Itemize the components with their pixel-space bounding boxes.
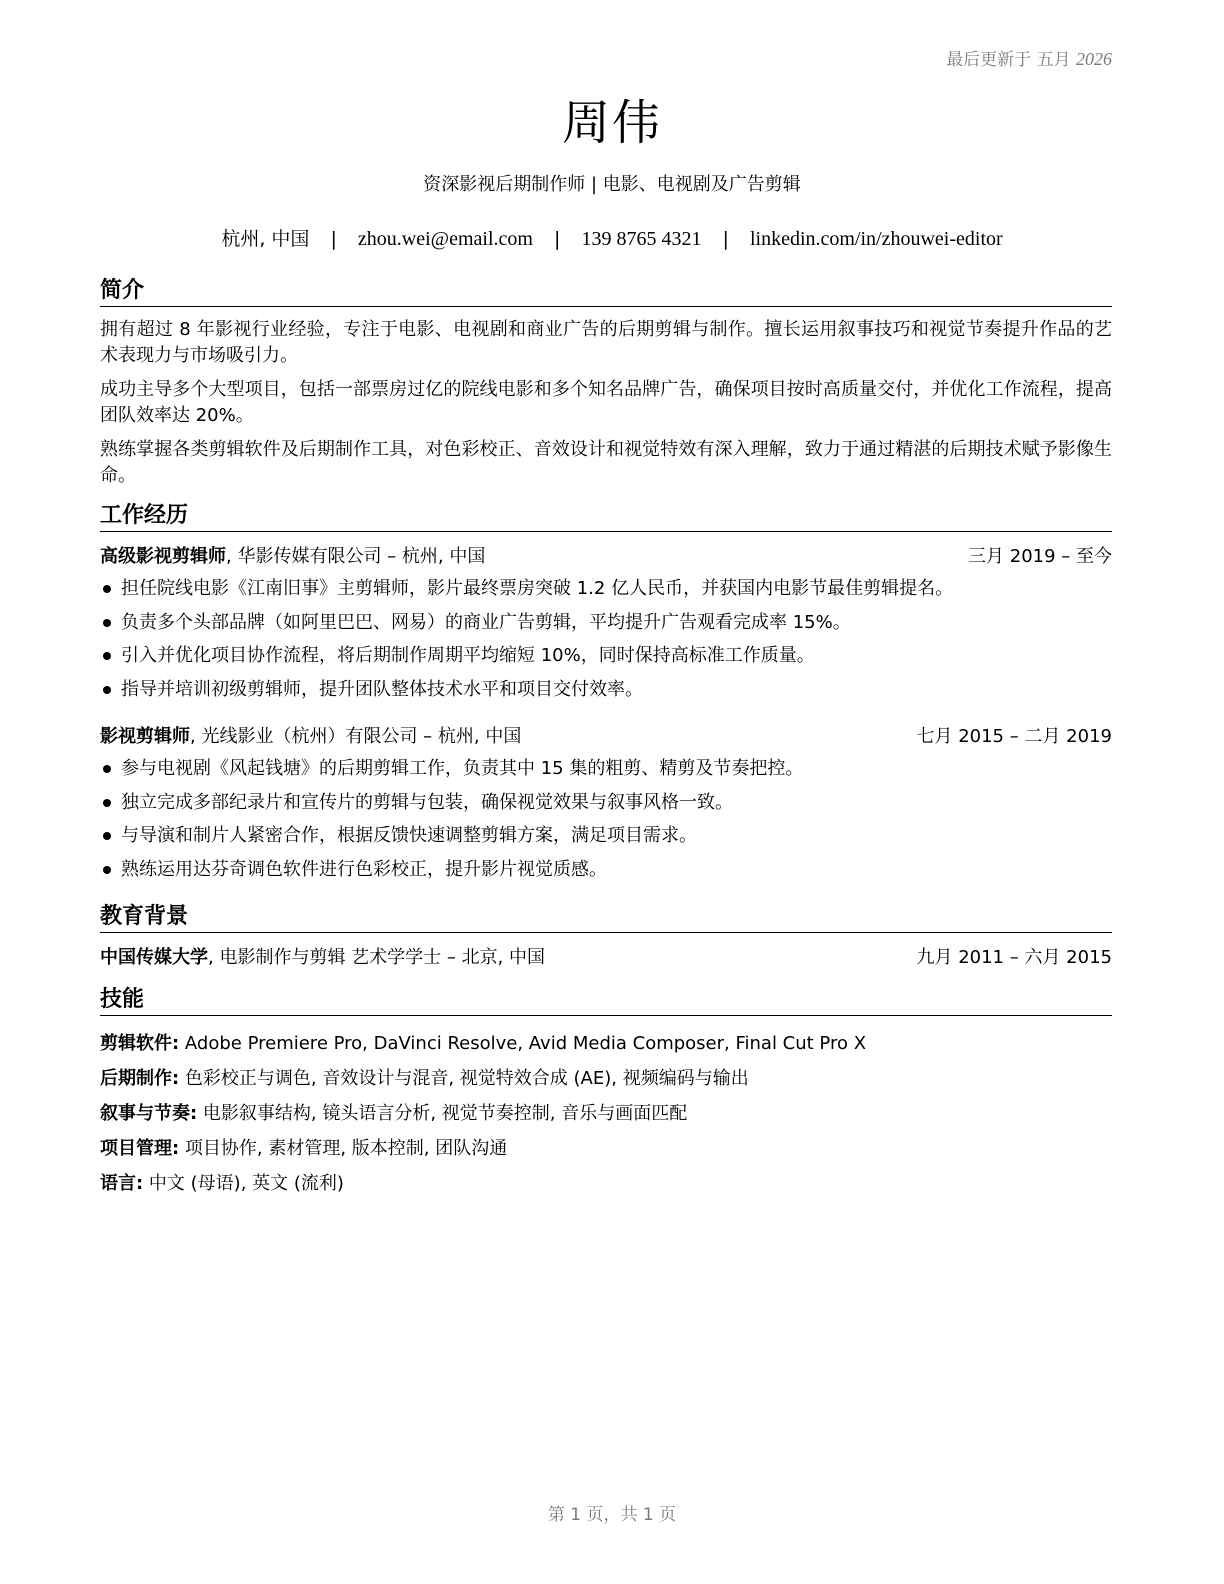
contact-location: 杭州, 中国 bbox=[221, 228, 310, 250]
bullet-dot-icon bbox=[103, 832, 111, 840]
bullet-dot-icon bbox=[103, 652, 111, 660]
skill-row bbox=[100, 1061, 1112, 1096]
job-bullets bbox=[100, 572, 1112, 706]
job-bullet bbox=[100, 752, 1112, 786]
job-bullet bbox=[100, 853, 1112, 887]
bullet-dot-icon bbox=[103, 799, 111, 807]
summary-paragraph: 拥有超过 8 年影视行业经验，专注于电影、电视剧和商业广告的后期剪辑与制作。擅长运用叙事技巧和视觉节奏提升作品的艺术表现力与市场吸引力。 bbox=[100, 319, 1112, 366]
skill-category: 后期制作: bbox=[100, 1068, 180, 1089]
skill-category: 剪辑软件: bbox=[100, 1033, 180, 1054]
education-detail: , 电影制作与剪辑 艺术学学士 – 北京, 中国 bbox=[208, 947, 546, 968]
job-entry bbox=[100, 542, 1112, 706]
job-bullet-text: 与导演和制片人紧密合作，根据反馈快速调整剪辑方案，满足项目需求。 bbox=[121, 825, 697, 846]
bullet-dot-icon bbox=[103, 585, 111, 593]
skill-row bbox=[100, 1166, 1112, 1201]
job-dates: 三月 2019 – 至今 bbox=[968, 546, 1112, 567]
job-bullet-text: 负责多个头部品牌（如阿里巴巴、网易）的商业广告剪辑，平均提升广告观看完成率 15%。 bbox=[121, 611, 851, 633]
job-bullet-text: 指导并培训初级剪辑师，提升团队整体技术水平和项目交付效率。 bbox=[121, 678, 643, 700]
section-title-education: 教育背景 bbox=[100, 902, 1112, 933]
bullet-dot-icon bbox=[103, 619, 111, 627]
skill-row bbox=[100, 1026, 1112, 1061]
job-dates: 七月 2015 – 二月 2019 bbox=[916, 726, 1112, 747]
resume-headline: 资深影视后期制作师 | 电影、电视剧及广告剪辑 bbox=[423, 174, 801, 195]
skill-items: 电影叙事结构, 镜头语言分析, 视觉节奏控制, 音乐与画面匹配 bbox=[197, 1103, 688, 1124]
job-entry bbox=[100, 722, 1112, 886]
last-updated-prefix: 最后更新于 bbox=[946, 50, 1032, 70]
job-org: , 光线影业（杭州）有限公司 – 杭州, 中国 bbox=[190, 726, 522, 747]
job-bullet bbox=[100, 786, 1112, 820]
last-updated-year: 2026 bbox=[1076, 49, 1112, 69]
skill-category: 语言: bbox=[100, 1173, 144, 1194]
skill-items: 项目协作, 素材管理, 版本控制, 团队沟通 bbox=[179, 1138, 508, 1159]
job-title: 影视剪辑师 bbox=[100, 726, 190, 747]
skill-row bbox=[100, 1131, 1112, 1166]
job-bullet-text: 熟练运用达芬奇调色软件进行色彩校正，提升影片视觉质感。 bbox=[121, 858, 607, 880]
summary-paragraph: 成功主导多个大型项目，包括一部票房过亿的院线电影和多个知名品牌广告，确保项目按时高质量交付，并优化工作流程，提高团队效率达 20%。 bbox=[100, 379, 1112, 426]
last-updated-month: 五月 bbox=[1036, 50, 1071, 70]
job-bullet bbox=[100, 673, 1112, 707]
skill-items: Adobe Premiere Pro, DaVinci Resolve, Avid Media Composer, Final Cut Pro X bbox=[179, 1033, 867, 1054]
last-updated bbox=[946, 45, 1112, 70]
resume-body bbox=[100, 276, 1112, 1201]
contact-line bbox=[0, 224, 1224, 251]
experience-section bbox=[100, 501, 1112, 886]
education-section bbox=[100, 902, 1112, 973]
section-title-summary: 简介 bbox=[100, 276, 1112, 307]
job-bullet bbox=[100, 819, 1112, 853]
summary-paragraph: 熟练掌握各类剪辑软件及后期制作工具，对色彩校正、音效设计和视觉特效有深入理解，致力于通过精湛的后期技术赋予影像生命。 bbox=[100, 439, 1112, 486]
job-role bbox=[100, 722, 521, 752]
skill-items: 中文 (母语), 英文 (流利) bbox=[143, 1173, 344, 1194]
skills-section bbox=[100, 985, 1112, 1201]
job-bullet-text: 引入并优化项目协作流程，将后期制作周期平均缩短 10%，同时保持高标准工作质量。 bbox=[121, 645, 815, 666]
job-bullets bbox=[100, 752, 1112, 886]
education-school: 中国传媒大学 bbox=[100, 947, 208, 968]
skill-category: 叙事与节奏: bbox=[100, 1103, 198, 1124]
education-entry bbox=[100, 943, 1112, 973]
job-bullet-text: 担任院线电影《江南旧事》主剪辑师，影片最终票房突破 1.2 亿人民币，并获国内电影节最佳剪辑提名。 bbox=[121, 578, 954, 599]
job-org: , 华影传媒有限公司 – 杭州, 中国 bbox=[226, 546, 486, 567]
education-degree bbox=[100, 943, 545, 973]
skill-items: 色彩校正与调色, 音效设计与混音, 视觉特效合成 (AE), 视频编码与输出 bbox=[179, 1068, 749, 1089]
job-header bbox=[100, 722, 1112, 752]
summary-section bbox=[100, 276, 1112, 489]
section-title-experience: 工作经历 bbox=[100, 501, 1112, 532]
job-bullet bbox=[100, 639, 1112, 673]
contact-separator: | bbox=[722, 228, 729, 250]
skill-row bbox=[100, 1096, 1112, 1131]
job-role bbox=[100, 542, 485, 572]
bullet-dot-icon bbox=[103, 686, 111, 694]
contact-separator: | bbox=[330, 228, 337, 250]
contact-phone: 139 8765 4321 bbox=[581, 228, 702, 250]
resume-name: 周伟 bbox=[561, 95, 662, 151]
contact-linkedin[interactable]: linkedin.com/in/zhouwei-editor bbox=[749, 228, 1003, 250]
job-header bbox=[100, 542, 1112, 572]
bullet-dot-icon bbox=[103, 866, 111, 874]
contact-separator: | bbox=[554, 228, 561, 250]
job-bullet bbox=[100, 572, 1112, 606]
skill-category: 项目管理: bbox=[100, 1138, 180, 1159]
page-footer: 第 1 页，共 1 页 bbox=[547, 1505, 677, 1525]
contact-email[interactable]: zhou.wei@email.com bbox=[357, 228, 533, 250]
job-bullet-text: 独立完成多部纪录片和宣传片的剪辑与包装，确保视觉效果与叙事风格一致。 bbox=[121, 791, 733, 813]
bullet-dot-icon bbox=[103, 765, 111, 773]
job-title: 高级影视剪辑师 bbox=[100, 546, 226, 567]
job-bullet bbox=[100, 606, 1112, 640]
job-bullet-text: 参与电视剧《风起钱塘》的后期剪辑工作，负责其中 15 集的粗剪、精剪及节奏把控。 bbox=[121, 758, 804, 779]
section-title-skills: 技能 bbox=[100, 985, 1112, 1016]
education-dates: 九月 2011 – 六月 2015 bbox=[916, 947, 1112, 968]
